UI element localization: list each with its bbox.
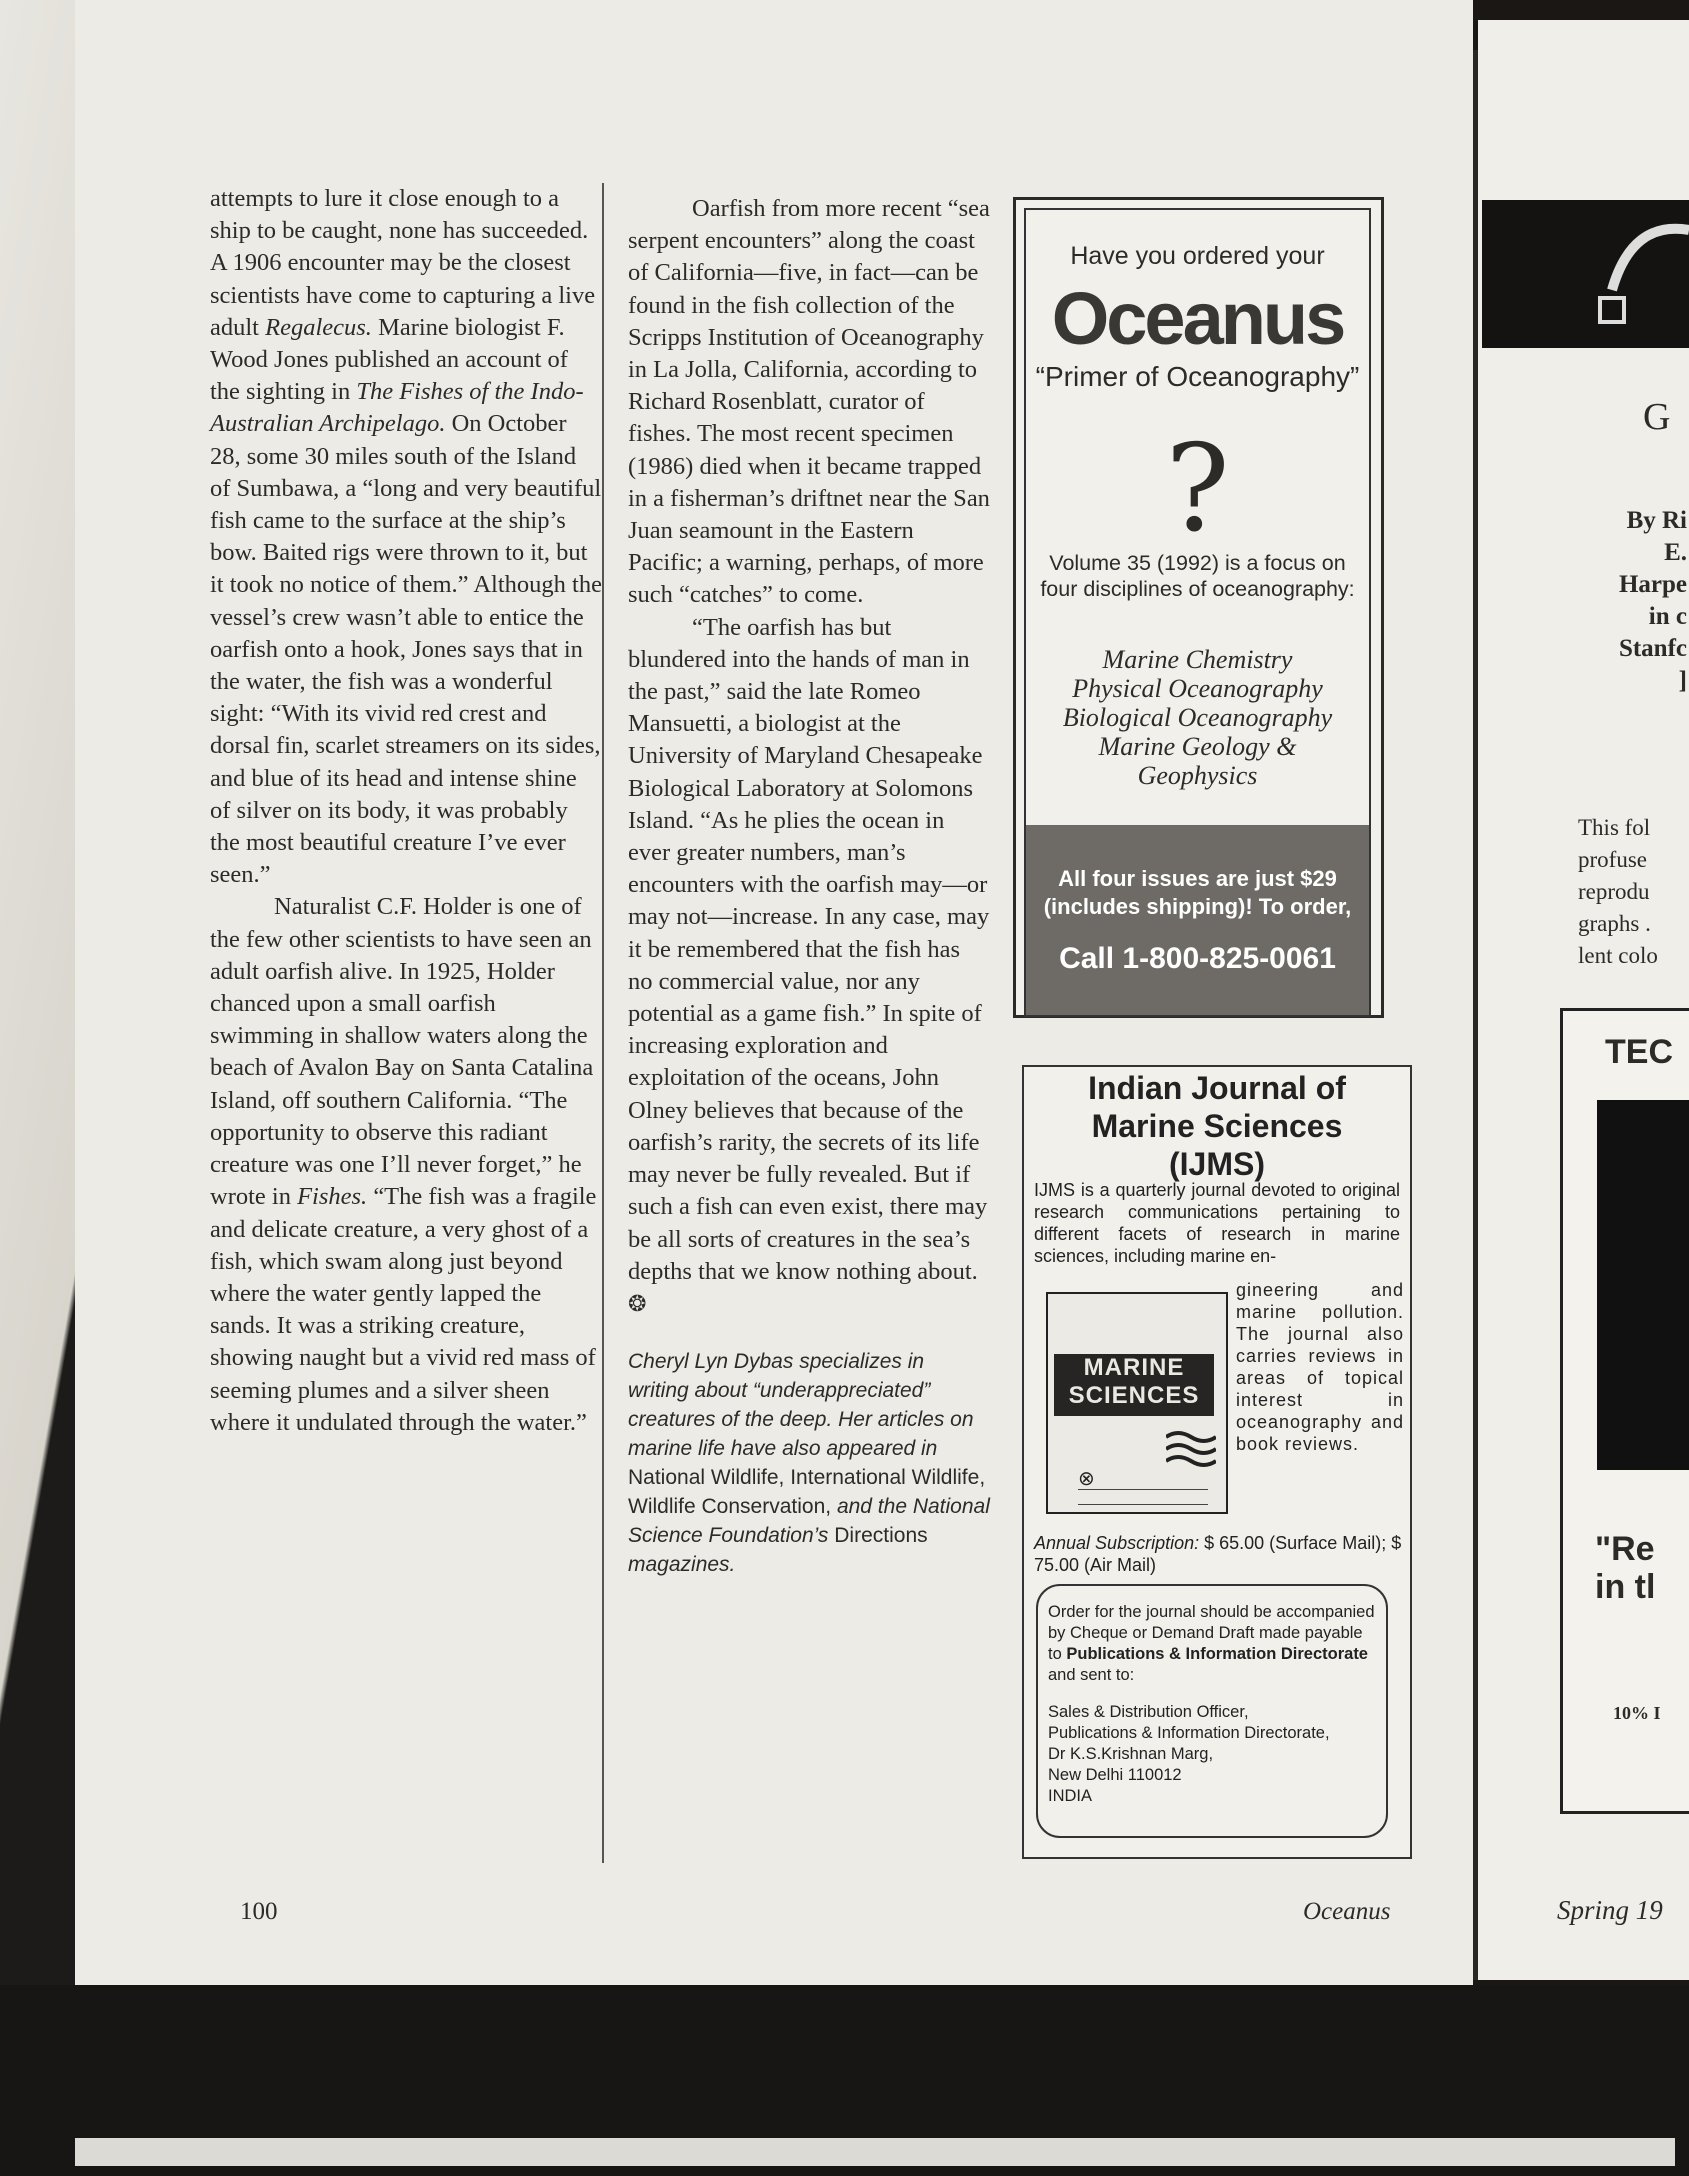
emblem-icon: ⊗ [1078, 1468, 1095, 1490]
logo-icon [1482, 200, 1689, 348]
facing-page-text: This fol profuse reprodu graphs . lent colo [1578, 815, 1658, 968]
facing-page-ad-graphic [1597, 1100, 1689, 1470]
facing-page-header-block [1482, 200, 1689, 348]
ad-frame [1024, 208, 1371, 1017]
page-number: 100 [240, 1898, 278, 1925]
facing-page-ad-discount: 10% I [1613, 1703, 1661, 1723]
running-foot: Oceanus [1303, 1898, 1391, 1925]
paragraph: Naturalist C.F. Holder is one of the few other scientists to have seen an adult oarfish alive. In 1925, Holder chanced upon a small oarfish swimming in shallow waters along the beach of Avalon Bay on Santa Catalina Island, off southern California. “The opportunity to observe this radiant creature was one I’ll never forget,” he wrote in Fishes. “The fish was a fragile and delicate creature, a very ghost of a fish, which swam along just beyond where the water gently lapped the sands. It was a striking creature, showing naught but a vivid red mass of seeming plumes and a silver sheen where it undulated through the water.” [210, 893, 597, 1436]
ad-phone: Call 1-800-825-0061 [1059, 942, 1336, 975]
end-mark-icon: ❂ [628, 1291, 647, 1317]
paragraph: Oarfish from more recent “sea serpent encounters” along the coast of California—five, in fact—can be found in the fish collection of the Scripps Institution of Oceanography in La Jolla, California, according to Richard Rosenblatt, curator of fishes. The most recent specimen (1986) died when it became trapped in a fisherman’s driftnet near the San Juan seamount in the Eastern Pacific; a warning, perhaps, of more such “catches” to come. [628, 195, 990, 609]
article-column-2 [628, 193, 990, 1579]
ad-volume-text: Volume 35 (1992) is a focus on four disciplines of oceanography: [1040, 551, 1355, 601]
waves-icon [1166, 1429, 1216, 1469]
ad-price-band: All four issues are just $29 (includes shipping)! To order, Call 1-800-825-0061 [1026, 825, 1369, 1015]
facing-page-byline: By Ri E. Harpe in c Stanfc ] [1618, 507, 1687, 694]
oceanus-logo: Oceanus [1051, 277, 1344, 360]
ijms-subscription: Annual Subscription: $ 65.00 (Surface Mail); $ 75.00 (Air Mail) [1034, 1533, 1402, 1575]
facing-page-ad-title: TEC [1605, 1033, 1673, 1071]
paragraph: A 1906 encounter may be the closest scientists have come to capturing a live adult Regalecus. Marine biologist F. Wood Jones published an account of the sighting in The Fishes of the Indo-Australian Archipelago. On October 28, some 30 miles south of the Island of Sumbawa, a “long and very beautiful fish came to the surface at the ship’s bow. Baited rigs were thrown to it, but it took no notice of them.” Although the vessel’s crew wasn’t able to entice the oarfish onto a hook, Jones says that in the water, the fish was a wonderful sight: “With its vivid red crest and dorsal fin, scarlet streamers on its sides, and blue of its head and intense shine of silver on its body, it was probably the most beautiful creature I’ve ever seen.” [210, 249, 602, 889]
question-mark-icon: ? [1165, 420, 1230, 559]
article-column-1 [210, 183, 602, 1439]
cover-rules [1078, 1489, 1208, 1505]
paragraph: attempts to lure it close enough to a ship to be caught, none has succeeded. [210, 185, 589, 245]
ad-disciplines: Marine Chemistry Physical Oceanography Biological Oceanography Marine Geology & Geophysics [1062, 645, 1333, 790]
paragraph: “The oarfish has but blundered into the hands of man in the past,” said the late Romeo Mansuetti, a biologist at the University of Maryland Chesapeake Biological Laboratory at Solomons Island. “As he plies the ocean in ever greater numbers, man’s encounters with the oarfish may—or may not—increase. In any case, may it be remembered that the fish has no commercial value, nor any potential as a game fish.” In spite of increasing exploration and exploitation of the oceans, John Olney believes that because of the oarfish’s rarity, the secrets of its life may never be fully revealed. But if such a fish can even exist, there may be all sorts of creatures in the sea’s depths that we know nothing about. ❂ [628, 613, 990, 1317]
facing-page-title: G [1643, 396, 1671, 438]
ijms-address: Sales & Distribution Officer, Publications & Information Directorate, Dr K.S.Krishnan Marg, New Delhi 110012 INDIA [1048, 1703, 1330, 1805]
ijms-description-continued: gineering and marine pollution. The journal also carries reviews in areas of topical interest in oceanography and book reviews. [1236, 1280, 1404, 1454]
author-bio: Cheryl Lyn Dybas specializes in writing about “underappreciated” creatures of the deep. Her articles on marine life have also appeared in National Wildlife, International Wildlife, Wildlife Conservation, and the National Science Foundation’s Directions magazines. [628, 1350, 990, 1577]
facing-page-ad-quote: "Re in tl [1595, 1530, 1656, 1606]
oceanus-primer-ad [1013, 197, 1384, 1018]
ijms-description: IJMS is a quarterly journal devoted to original research communications pertaining to different facets of research in marine sciences, including marine en- [1034, 1180, 1400, 1266]
ad-question: Have you ordered your [1070, 242, 1325, 270]
bottom-page-edge [75, 2138, 1675, 2166]
facing-page-folio: Spring 19 [1557, 1895, 1663, 1925]
journal-cover-image: MARINE SCIENCES ⊗ [1046, 1292, 1228, 1514]
ijms-title: Indian Journal of Marine Sciences (IJMS) [1088, 1070, 1346, 1182]
ijms-order-box: Order for the journal should be accompanied by Cheque or Demand Draft made payable to Publications & Information Directorate and sent to: Sales & Distribution Officer, Publications & Information Directorate, Dr K.S.Krishnan Marg, New Delhi 110012 INDIA [1036, 1584, 1388, 1838]
ijms-ad [1022, 1065, 1412, 1859]
ad-primer-title: “Primer of Oceanography” [1035, 361, 1360, 392]
column-divider [602, 183, 604, 1863]
